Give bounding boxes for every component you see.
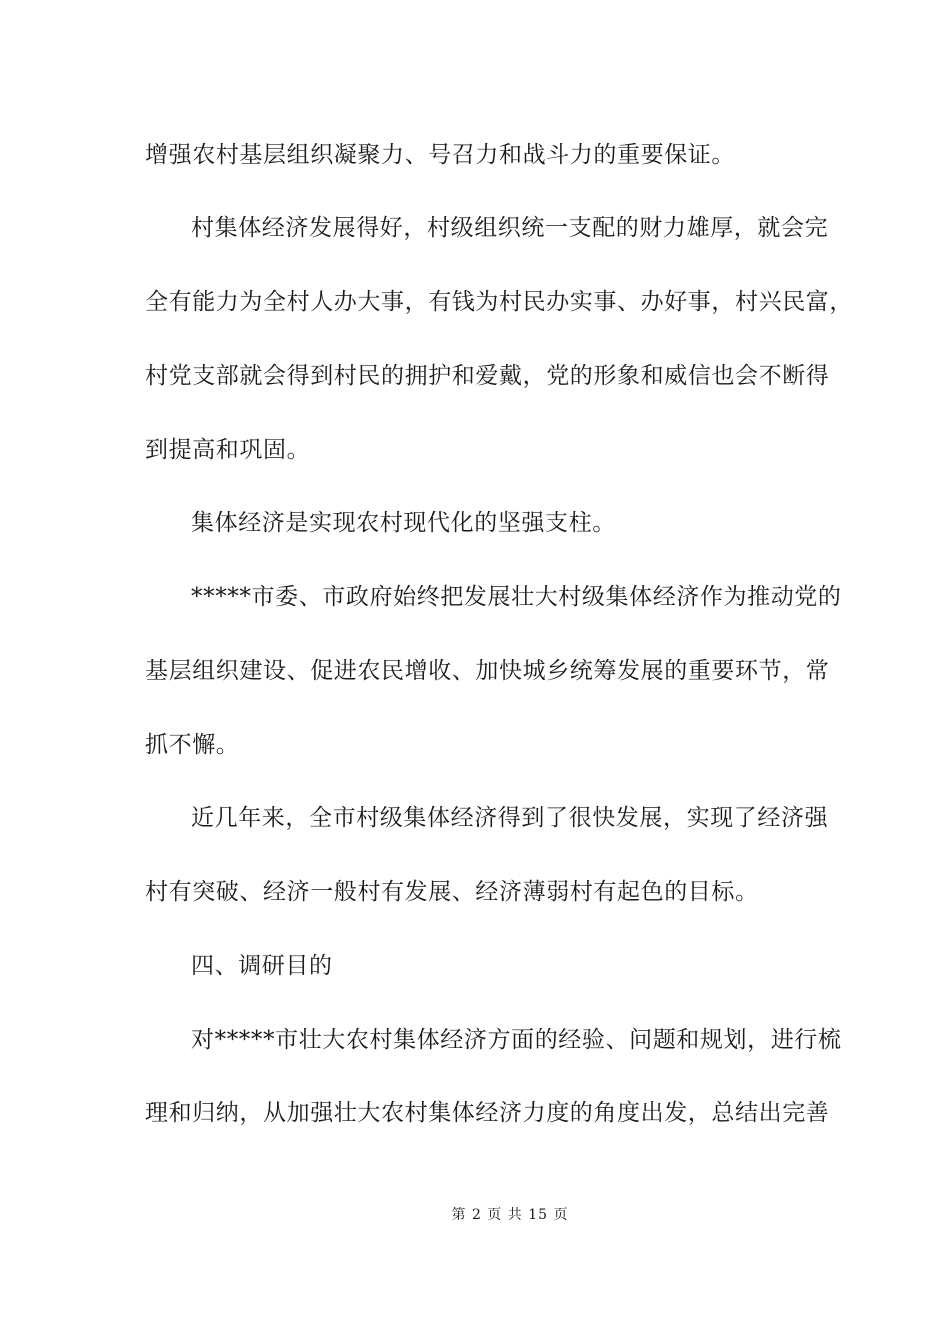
text-line: 增强农村基层组织凝聚力、号召力和战斗力的重要保证。: [145, 142, 735, 168]
text-line: 到提高和巩固。: [145, 437, 311, 463]
paragraph-start-line: 近几年来，全市村级集体经济得到了很快发展，实现了经济强: [191, 805, 829, 831]
paragraph-start-line: *****市委、市政府始终把发展壮大村级集体经济作为推动党的: [191, 584, 842, 610]
section-heading: 四、调研目的: [191, 953, 333, 979]
text-line: 抓不懈。: [145, 732, 240, 758]
paragraph-start-line: 集体经济是实现农村现代化的坚强支柱。: [191, 510, 616, 536]
paragraph-start-line: 村集体经济发展得好，村级组织统一支配的财力雄厚，就会完: [191, 215, 829, 241]
text-line: 全有能力为全村人办大事，有钱为村民办实事、办好事，村兴民富，: [145, 289, 853, 315]
text-line: 理和归纳，从加强壮大农村集体经济力度的角度出发，总结出完善: [145, 1100, 830, 1126]
text-line: 基层组织建设、促进农民增收、加快城乡统筹发展的重要环节，常: [145, 658, 830, 684]
page-number-footer: 第 2 页 共 15 页: [451, 1207, 569, 1223]
paragraph-start-line: 对*****市壮大农村集体经济方面的经验、问题和规划，进行梳: [191, 1027, 842, 1053]
text-line: 村有突破、经济一般村有发展、经济薄弱村有起色的目标。: [145, 879, 759, 905]
text-line: 村党支部就会得到村民的拥护和爱戴，党的形象和威信也会不断得: [145, 363, 830, 389]
